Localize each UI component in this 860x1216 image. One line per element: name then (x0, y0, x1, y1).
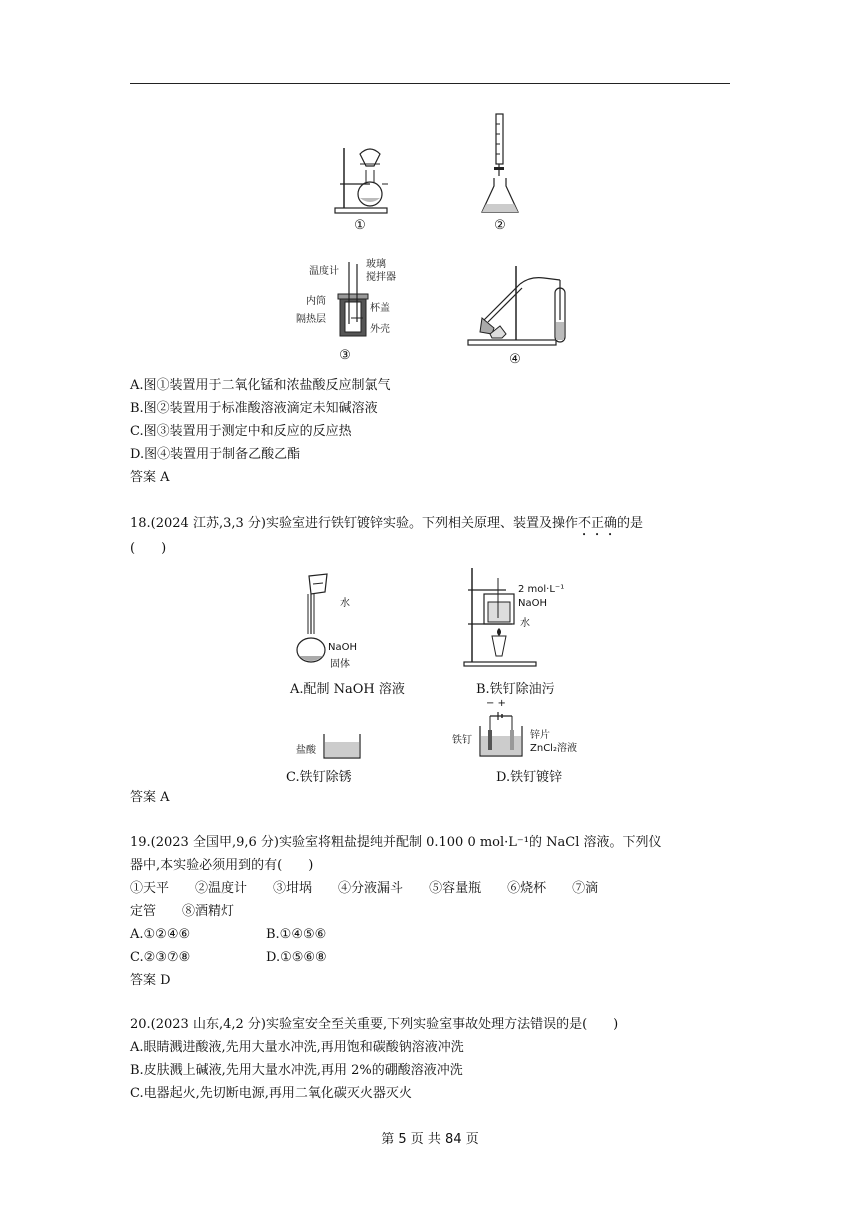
fig-a-water-label: 水 (340, 598, 350, 609)
header-rule (130, 83, 730, 84)
fig-b-naoh-label: NaOH (518, 598, 547, 609)
q17-answer: 答案 A (130, 470, 170, 485)
q19-option-d: D.①⑤⑥⑧ (266, 950, 327, 965)
fig-d-terminals-label: − + (486, 698, 506, 709)
fig-d-caption: D.铁钉镀锌 (496, 770, 563, 785)
fig-b-water-label: 水 (520, 618, 530, 629)
figure-4-ester-apparatus (464, 262, 584, 348)
fig3-glass-label-2: 搅拌器 (366, 272, 396, 283)
q20-option-b: B.皮肤溅上碱液,先用大量水冲洗,再用 2%的硼酸溶液冲洗 (130, 1063, 463, 1078)
q19-stem-line2: 器中,本实验必须用到的有( ) (130, 858, 314, 873)
q19-item-5: ⑤容量瓶 (429, 881, 482, 896)
q19-items (130, 881, 598, 897)
q19-stem-line1: 19.(2023 全国甲,9,6 分)实验室将粗盐提纯并配制 0.100 0 mol·L⁻¹的 NaCl 溶液。下列仪 (130, 835, 662, 850)
q19-item-7: ⑦滴 (572, 881, 599, 896)
figure-2-label: ② (494, 218, 506, 233)
fig-c-acid-label: 盐酸 (296, 745, 316, 756)
q17-option-d: D.图④装置用于制备乙酸乙酯 (130, 447, 301, 462)
q19-item-2: ②温度计 (195, 881, 248, 896)
q18-stem (130, 516, 643, 539)
q20-option-c: C.电器起火,先切断电源,再用二氧化碳灭火器灭火 (130, 1086, 412, 1101)
q19-item-3: ③坩埚 (273, 881, 313, 896)
q17-option-c: C.图③装置用于测定中和反应的反应热 (130, 424, 352, 439)
q19-item-6: ⑥烧杯 (507, 881, 547, 896)
page-footer: 第 5 页 共 84 页 (381, 1132, 479, 1147)
fig-b-concentration-label: 2 mol·L⁻¹ (518, 584, 565, 595)
fig-d-zinc-label: 锌片 (530, 730, 550, 741)
figure-c-rust-removal (320, 732, 364, 760)
fig3-glass-label-1: 玻璃 (366, 259, 386, 270)
figure-4-label: ④ (509, 352, 521, 367)
q18-paren: ( ) (130, 541, 167, 556)
figure-b-degreasing (462, 566, 542, 668)
fig-a-naoh-label: NaOH (328, 642, 357, 653)
figure-1-label: ① (354, 218, 366, 233)
q17-option-a: A.图①装置用于二氧化锰和浓盐酸反应制氯气 (130, 378, 391, 393)
q18-stem-after: 的是 (617, 516, 644, 531)
q19-answer: 答案 D (130, 973, 171, 988)
q19-option-c: C.②③⑦⑧ (130, 950, 191, 965)
fig3-lid-label: 杯盖 (370, 303, 390, 314)
figure-d-zinc-plating (476, 708, 526, 760)
q19-option-b: B.①④⑤⑥ (266, 927, 327, 942)
figure-a-volumetric-flask (295, 572, 355, 668)
q19-item-1: ①天平 (130, 881, 170, 896)
figure-3-label: ③ (339, 348, 351, 363)
fig3-outer-shell-label: 外壳 (370, 324, 390, 335)
q19-option-a: A.①②④⑥ (130, 927, 191, 942)
figure-1-chlorine-apparatus (330, 140, 390, 216)
fig-b-caption: B.铁钉除油污 (476, 682, 555, 697)
fig-a-caption: A.配制 NaOH 溶液 (290, 682, 405, 697)
fig3-inner-tube-label: 内筒 (306, 296, 326, 307)
q19-item-4: ④分液漏斗 (338, 881, 404, 896)
fig-a-solid-label: 固体 (330, 659, 350, 670)
q20-option-a: A.眼睛溅进酸液,先用大量水冲洗,再用饱和碳酸钠溶液冲洗 (130, 1040, 464, 1055)
figure-2-titration (478, 112, 522, 216)
q18-stem-before: 18.(2024 江苏,3,3 分)实验室进行铁钉镀锌实验。下列相关原理、装置及操作 (130, 516, 578, 531)
q18-stem-emphasis: 不正确 (577, 516, 617, 531)
fig-c-caption: C.铁钉除锈 (286, 770, 352, 785)
fig-d-solution-label: ZnCl₂溶液 (530, 743, 577, 754)
q19-items-line2: 定管 ⑧酒精灯 (130, 904, 235, 919)
fig3-thermometer-label: 温度计 (309, 266, 339, 277)
q17-option-b: B.图②装置用于标准酸溶液滴定未知碱溶液 (130, 401, 378, 416)
fig3-insulation-label: 隔热层 (296, 314, 326, 325)
q20-stem: 20.(2023 山东,4,2 分)实验室安全至关重要,下列实验室事故处理方法错误的是( ) (130, 1017, 619, 1032)
fig-d-nail-label: 铁钉 (452, 735, 472, 746)
q18-answer: 答案 A (130, 790, 170, 805)
